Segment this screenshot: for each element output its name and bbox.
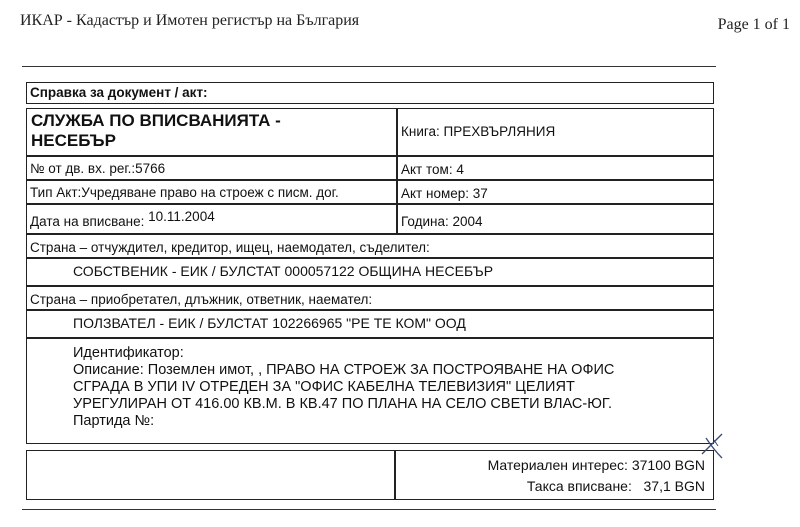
- act-volume: Акт том: 4: [397, 156, 714, 180]
- description-block: [26, 338, 714, 444]
- entry-date-label: Дата на вписване:: [30, 214, 145, 229]
- entry-date: [26, 204, 397, 234]
- book-field: Книга: ПРЕХВЪРЛЯНИЯ: [397, 108, 714, 156]
- act-number: Акт номер: 37: [397, 180, 714, 204]
- page-indicator: Page 1 of 1: [717, 16, 790, 33]
- act-type: Тип Акт:Учредяване право на строеж с писм. дог.: [26, 180, 397, 204]
- document-heading: Справка за документ / акт:: [26, 82, 714, 104]
- office-name: [26, 108, 397, 156]
- description-line: СГРАДА В УПИ IV ОТРЕДЕН ЗА "ОФИС КАБЕЛНА ТЕЛЕВИЗИЯ" ЦЕЛИЯТ: [73, 379, 575, 395]
- frame-top-line: [22, 66, 716, 67]
- entry-fee: Такса вписване: 37,1 BGN: [526, 478, 705, 494]
- office-name-line1: СЛУЖБА ПО ВПИСВАНИЯТА -: [31, 111, 281, 130]
- office-name-line2: НЕСЕБЪР: [31, 131, 116, 150]
- site-title: ИКАР - Кадастър и Имотен регистър на България: [20, 12, 360, 29]
- year-field: Година: 2004: [397, 204, 714, 234]
- description-line: УРЕГУЛИРАН ОТ 416.00 КВ.М. В КВ.47 ПО ПЛАНА НА СЕЛО СВЕТИ ВЛАС-ЮГ.: [73, 396, 612, 412]
- party1-value: СОБСТВЕНИК - ЕИК / БУЛСТАТ 000057122 ОБЩИНА НЕСЕБЪР: [26, 258, 714, 286]
- material-interest: Материален интерес: 37100 BGN: [487, 457, 705, 473]
- description-line: Описание: Поземлен имот, , ПРАВО НА СТРОЕЖ ЗА ПОСТРОЯВАНЕ НА ОФИС: [73, 362, 615, 378]
- registration-number: № от дв. вх. рег.:5766: [26, 156, 397, 180]
- party2-value: ПОЛЗВАТЕЛ - ЕИК / БУЛСТАТ 102266965 "РЕ ТЕ КОМ" ООД: [26, 310, 714, 338]
- amounts-cell: [395, 450, 714, 500]
- lot-label: Партида №:: [73, 413, 155, 429]
- entry-date-value: 10.11.2004: [148, 209, 215, 224]
- handwritten-mark-icon: [700, 430, 726, 460]
- frame-bottom-line: [22, 509, 716, 510]
- empty-cell: [26, 450, 395, 500]
- party1-label: Страна – отчуждител, кредитор, ищец, наемодател, съделител:: [26, 234, 714, 258]
- identifier-label: Идентификатор:: [73, 345, 184, 361]
- party2-label: Страна – приобретател, длъжник, ответник, наемател:: [26, 286, 714, 310]
